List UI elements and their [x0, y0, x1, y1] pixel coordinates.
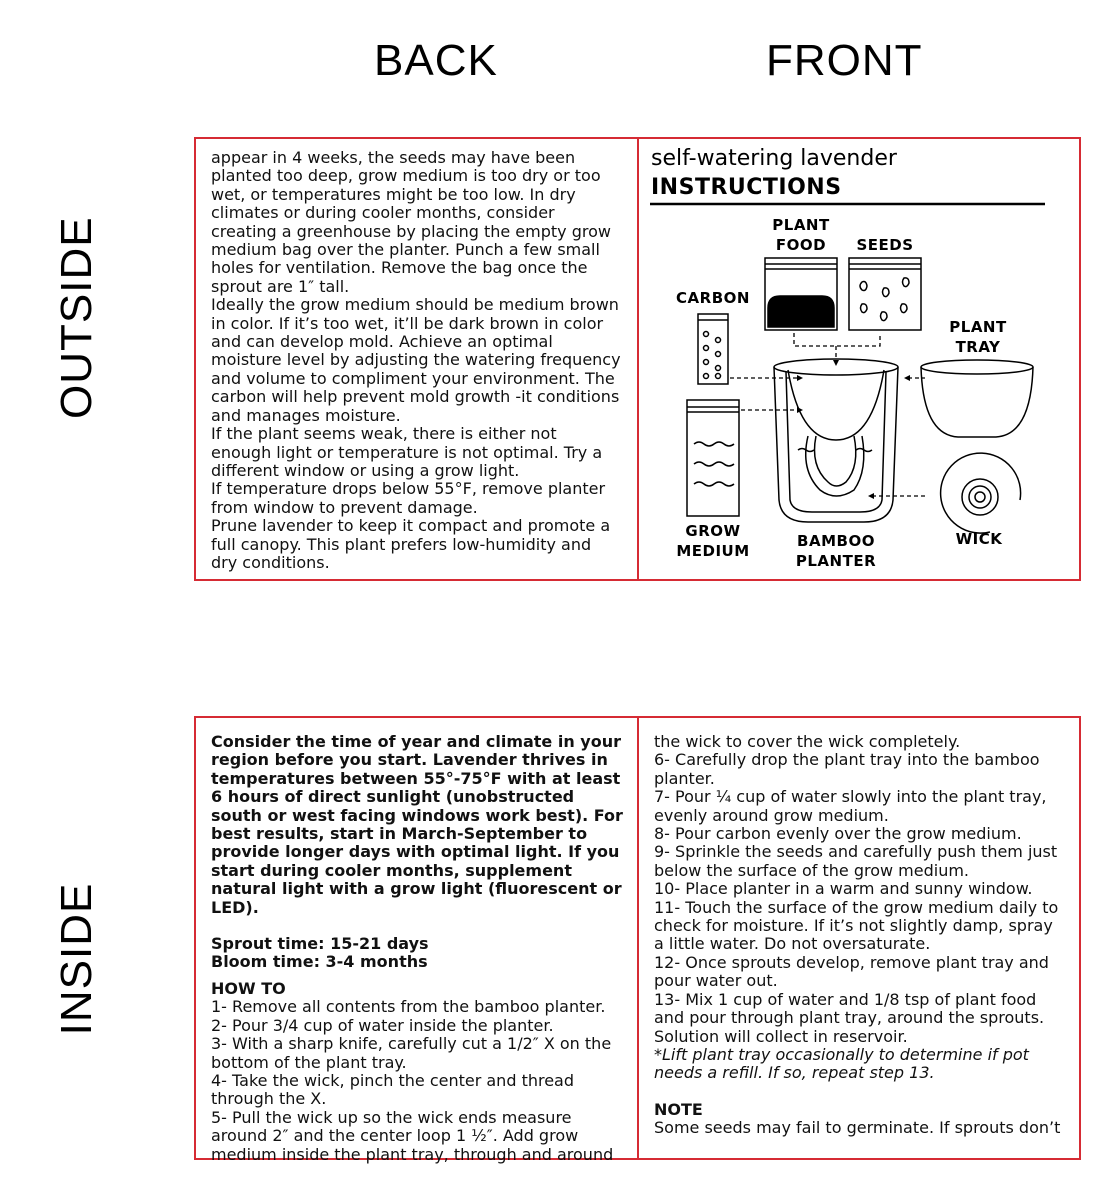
- outside-heading: OUTSIDE: [52, 216, 101, 419]
- inside-back-text: [211, 733, 623, 1164]
- arrow-heads: [797, 360, 910, 499]
- howto-step: 9- Sprinkle the seeds and carefully push them just below the surface of the grow medium.: [654, 842, 1058, 880]
- label-plant-food-2: FOOD: [775, 236, 827, 254]
- outside-back-paragraph: appear in 4 weeks, the seeds may have been planted too deep, grow medium is too dry or too wet, or temperatures might be too low. In dry climates or during cooler months, consider creating a greenhouse by placing the empty grow medium bag over the planter. Punch a few small holes for ventilation. Remove the bag once the sprout are 1″ tall.: [211, 148, 611, 296]
- outside-back-paragraph: If temperature drops below 55°F, remove planter from window to prevent damage.: [211, 479, 606, 517]
- label-grow-medium-1: GROW: [685, 522, 741, 540]
- howto-heading: HOW TO: [211, 978, 286, 998]
- note-heading: NOTE: [654, 1099, 703, 1119]
- label-grow-medium-2: MEDIUM: [676, 542, 750, 560]
- howto-step: 3- With a sharp knife, carefully cut a 1/2″ X on the bottom of the plant tray.: [211, 1034, 612, 1072]
- howto-step: 6- Carefully drop the plant tray into the bamboo planter.: [654, 750, 1040, 788]
- howto-step: 7- Pour ¼ cup of water slowly into the plant tray, evenly around grow medium.: [654, 787, 1047, 825]
- howto-step: 11- Touch the surface of the grow medium daily to check for moisture. If it’s not slightly damp, spray a little water. Do not oversaturate.: [654, 897, 1059, 954]
- intro-paragraph: Consider the time of year and climate in your region before you start. Lavender thrives in temperatures between 55°-75°F with at least 6 hours of direct sunlight (unobstructed south or west facing windows work best). For best results, start in March-September to provide longer days with optimal light. If you start during cooler months, supplement natural light with a grow light (fluorescent or LED).: [211, 732, 623, 917]
- inside-heading: INSIDE: [52, 882, 101, 1036]
- howto-step: 1- Remove all contents from the bamboo planter.: [211, 997, 606, 1017]
- inside-panel-divider: [637, 718, 639, 1158]
- howto-step: 5- Pull the wick up so the wick ends measure around 2″ and the center loop 1 ½″. Add grow medium inside the plant tray, through and around: [211, 1107, 614, 1164]
- label-plant-tray-1: PLANT: [949, 318, 1007, 336]
- outside-panel-divider: [637, 139, 639, 579]
- carbon-bag: [698, 314, 728, 384]
- label-wick: WICK: [955, 530, 1003, 548]
- outside-back-paragraph: Prune lavender to keep it compact and promote a full canopy. This plant prefers low-humidity and dry conditions.: [211, 516, 611, 572]
- wick: [941, 453, 1021, 533]
- outside-back-paragraph: If the plant seems weak, there is either not enough light or temperature is not optimal. Try a different window or using a grow light.: [211, 424, 603, 480]
- label-plant-food-1: PLANT: [772, 216, 830, 234]
- label-plant-tray-2: TRAY: [955, 338, 1001, 356]
- refill-note: *Lift plant tray occasionally to determine if pot needs a refill. If so, repeat step 13.: [654, 1044, 1029, 1083]
- howto-step: 12- Once sprouts develop, remove plant tray and pour water out.: [654, 952, 1049, 991]
- outside-back-text: [211, 149, 621, 572]
- label-bamboo-planter-2: PLANTER: [795, 552, 877, 570]
- howto-step: 8- Pour carbon evenly over the grow medium.: [654, 824, 1022, 844]
- kit-contents-diagram: [640, 200, 1078, 578]
- product-subtitle: self-watering lavender: [651, 146, 897, 171]
- inside-front-text: [654, 733, 1066, 1138]
- howto-step: 2- Pour 3/4 cup of water inside the planter.: [211, 1015, 554, 1035]
- instructions-title: INSTRUCTIONS: [651, 175, 842, 200]
- bloom-time: Bloom time: 3-4 months: [211, 952, 428, 972]
- front-heading: FRONT: [766, 36, 923, 85]
- plant-food-bag: [765, 258, 837, 330]
- label-seeds: SEEDS: [856, 236, 914, 254]
- label-bamboo-planter-1: BAMBOO: [797, 532, 875, 550]
- outside-back-paragraph: Ideally the grow medium should be medium brown in color. If it’s too wet, it’ll be dark brown in color and can develop mold. Achieve an optimal moisture level by adjusting the watering frequency and volume to compliment your environment. The carbon will help prevent mold growth -it conditions and manages moisture.: [211, 295, 621, 425]
- sprout-time: Sprout time: 15-21 days: [211, 934, 429, 954]
- seeds-bag: [849, 258, 921, 330]
- note-text: Some seeds may fail to germinate. If sprouts don’t: [654, 1118, 1061, 1138]
- label-carbon: CARBON: [676, 289, 750, 307]
- howto-step: 4- Take the wick, pinch the center and thread through the X.: [211, 1070, 575, 1109]
- howto-step: the wick to cover the wick completely.: [654, 732, 961, 751]
- grow-medium-bag: [687, 400, 739, 516]
- howto-step: 10- Place planter in a warm and sunny window.: [654, 879, 1033, 899]
- back-heading: BACK: [374, 36, 498, 85]
- plant-tray: [921, 360, 1033, 437]
- howto-step: 13- Mix 1 cup of water and 1/8 tsp of plant food and pour through plant tray, around the sprouts. Solution will collect in reservoir.: [654, 989, 1045, 1046]
- bamboo-planter: [774, 359, 898, 522]
